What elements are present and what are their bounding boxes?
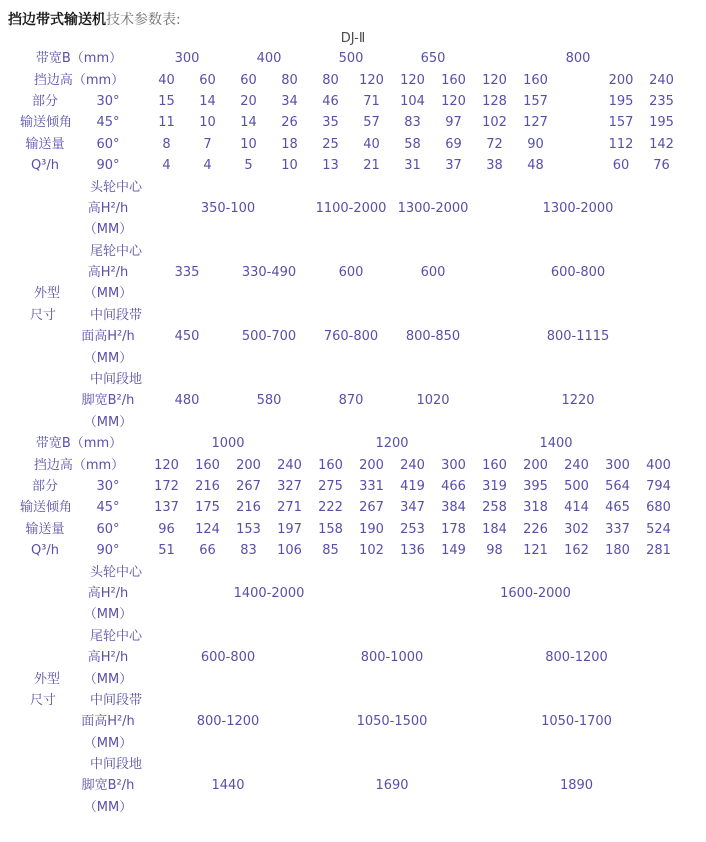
dim-value: 1020 [416,393,450,409]
value-cell: 58 [404,136,421,152]
value-cell: 57 [363,115,380,131]
value-cell: 149 [441,543,466,559]
value-cell: 180 [605,543,630,559]
row-label: 外型 [33,286,60,302]
dim-label: （MM） [83,350,133,366]
table-row [0,561,706,582]
table-row [0,262,706,283]
row-label: 尺寸 [29,692,56,708]
dim-label: （MM） [83,222,133,238]
value-cell: 26 [281,115,298,131]
value-cell: 142 [649,136,674,152]
value-cell: 102 [359,543,384,559]
dim-label: 高H²/h [87,585,129,601]
dim-value: 1050-1500 [356,714,428,730]
dim-value: 600 [420,265,446,281]
value-cell: 160 [523,72,548,88]
dim-label: （MM） [83,671,133,687]
value-cell: 216 [195,479,220,494]
value-cell: 465 [605,500,630,516]
value-cell: 40 [363,136,380,152]
value-cell: 395 [523,479,548,494]
dim-label: 高H²/h [87,265,129,281]
angle-label: 90° [96,158,120,174]
value-cell: 157 [608,115,634,131]
page-title-rest: 技术参数表: [106,12,181,28]
dim-label: （MM） [83,286,133,302]
value-cell: 253 [400,521,425,537]
table-row [0,476,706,497]
dim-value: 580 [256,393,282,409]
dim-value: 1300-2000 [542,200,614,216]
value-cell: 153 [236,521,261,537]
value-cell: 319 [482,479,507,494]
value-cell: 8 [162,136,171,152]
section-label: 头轮中心 [89,564,142,580]
value-cell: 66 [199,543,216,559]
spec-table-upper [0,48,706,433]
table-row [0,690,706,711]
value-cell: 267 [359,500,384,516]
table-row [0,219,706,240]
section-label: 头轮中心 [89,179,142,195]
row-label: 尺寸 [29,307,56,323]
value-cell: 137 [154,500,179,516]
dim-label: 面高H²/h [81,714,135,730]
dim-value: 800-1200 [196,714,260,730]
value-cell: 128 [482,93,507,109]
value-cell: 197 [277,521,302,537]
value-cell: 60 [612,158,630,174]
table-row [0,412,706,433]
dim-value: 600-800 [550,265,606,281]
dim-value: 800-1200 [545,650,608,666]
page-title-bold: 挡边带式输送机 [8,12,106,28]
value-cell: 258 [482,500,507,516]
value-cell: 102 [482,115,507,131]
section-label: 中间段地 [89,372,142,388]
dim-label: 高H²/h [87,650,129,666]
value-cell: 38 [486,158,503,174]
value-cell: 120 [359,72,384,88]
row-label: Q³/h [30,158,60,174]
value-cell: 14 [240,115,257,131]
value-cell: 37 [445,158,462,174]
value-cell: 72 [486,136,503,152]
dim-value: 480 [174,393,200,409]
value-cell: 184 [482,521,507,537]
value-cell: 60 [240,72,257,88]
value-cell: 267 [236,479,261,494]
value-cell: 331 [359,479,384,494]
angle-label: 60° [96,521,120,537]
value-cell: 400 [646,457,671,473]
dim-label: 面高H²/h [81,329,135,345]
dim-label: 脚宽B²/h [81,778,135,794]
table-row [0,241,706,262]
table-row [0,540,706,561]
dim-label: （MM） [83,799,133,815]
dim-label: （MM） [83,607,133,623]
col-header: 1000 [211,436,245,452]
value-cell: 162 [564,543,589,559]
value-cell: 200 [608,72,634,88]
value-cell: 195 [608,93,634,109]
row-label: 输送量 [25,521,65,537]
section-label: 中间段带 [89,307,142,323]
dim-value: 800-1115 [546,329,610,345]
dim-value: 330-490 [241,265,297,281]
page-title [8,12,706,28]
value-cell: 127 [523,115,548,131]
value-cell: 240 [400,457,425,473]
value-cell: 222 [318,500,343,516]
value-cell: 48 [527,158,544,174]
dim-label: （MM） [83,414,133,430]
row-label: 输送倾角 [20,115,73,131]
table-row [0,176,706,197]
dim-value: 760-800 [323,329,379,345]
value-cell: 240 [649,72,674,88]
table-row [0,433,706,454]
angle-label: 30° [96,479,120,494]
value-cell: 83 [404,115,421,131]
value-cell: 300 [441,457,466,473]
value-cell: 106 [277,543,302,559]
value-cell: 157 [523,93,548,109]
value-cell: 419 [400,479,425,494]
value-cell: 25 [322,136,339,152]
table-row [0,797,706,818]
value-cell: 40 [158,72,175,88]
row-label: 挡边高（mm） [33,457,125,473]
value-cell: 10 [240,136,257,152]
table-row [0,283,706,304]
col-header: 650 [420,51,446,67]
dim-value: 1690 [375,778,409,794]
dim-value: 1440 [211,778,245,794]
table-row [0,604,706,625]
value-cell: 15 [158,93,175,109]
value-cell: 112 [608,136,634,152]
col-header: 300 [174,51,200,67]
value-cell: 7 [203,136,212,152]
value-cell: 98 [486,543,503,559]
table-row [0,390,706,411]
dim-value: 1400-2000 [233,585,305,601]
dim-value: 450 [174,329,200,345]
value-cell: 124 [195,521,220,537]
value-cell: 10 [281,158,298,174]
value-cell: 4 [203,158,212,174]
value-cell: 90 [527,136,544,152]
section-label: 尾轮中心 [89,628,142,644]
dim-value: 1050-1700 [541,714,612,730]
table-row [0,134,706,155]
value-cell: 35 [322,115,339,131]
col-header: 400 [256,51,282,67]
value-cell: 500 [564,479,589,494]
value-cell: 466 [441,479,466,494]
table-row [0,198,706,219]
col-header: 500 [338,51,364,67]
value-cell: 160 [195,457,220,473]
value-cell: 564 [605,479,630,494]
value-cell: 71 [363,93,380,109]
section-label: 中间段地 [89,757,142,773]
value-cell: 96 [158,521,175,537]
value-cell: 69 [445,136,462,152]
value-cell: 18 [281,136,298,152]
row-label: 带宽B（mm） [35,51,123,67]
value-cell: 524 [646,521,671,537]
row-label: 部分 [31,479,58,494]
page [0,12,706,818]
value-cell: 200 [236,457,261,473]
value-cell: 83 [240,543,257,559]
value-cell: 347 [400,500,425,516]
value-cell: 120 [154,457,179,473]
value-cell: 318 [523,500,548,516]
dim-value: 600-800 [200,650,256,666]
value-cell: 10 [199,115,216,131]
value-cell: 13 [322,158,339,174]
value-cell: 5 [244,158,253,174]
table-row [0,626,706,647]
value-cell: 21 [363,158,380,174]
dim-label: 高H²/h [87,200,129,216]
value-cell: 240 [564,457,589,473]
row-label: Q³/h [30,543,60,559]
table-row [0,454,706,475]
table-row [0,69,706,90]
value-cell: 200 [523,457,548,473]
table-row [0,519,706,540]
value-cell: 120 [441,93,466,109]
dim-label: 脚宽B²/h [81,393,135,409]
table-row [0,91,706,112]
value-cell: 80 [322,72,339,88]
value-cell: 337 [605,521,630,537]
table-row [0,497,706,518]
value-cell: 120 [400,72,425,88]
dim-label: （MM） [83,735,133,751]
angle-label: 45° [96,500,120,516]
value-cell: 794 [646,479,671,494]
value-cell: 160 [482,457,507,473]
table-row [0,347,706,368]
table-row [0,647,706,668]
value-cell: 178 [441,521,466,537]
table-row [0,711,706,732]
table-row [0,775,706,796]
dim-value: 1600-2000 [500,585,571,601]
table-row [0,112,706,133]
dim-value: 800-850 [405,329,461,345]
table-row [0,326,706,347]
dim-value: 350-100 [200,200,256,216]
angle-label: 60° [96,136,120,152]
value-cell: 136 [400,543,425,559]
value-cell: 160 [441,72,466,88]
row-label: 部分 [31,93,58,109]
table-row [0,48,706,69]
value-cell: 384 [441,500,466,516]
value-cell: 97 [445,115,462,131]
value-cell: 34 [281,93,298,109]
value-cell: 120 [482,72,507,88]
row-label: 输送量 [25,136,65,152]
value-cell: 240 [277,457,302,473]
spec-table-lower [0,433,706,818]
value-cell: 216 [236,500,261,516]
section-label: 尾轮中心 [89,243,142,259]
dim-value: 600 [338,265,364,281]
table-row [0,155,706,176]
table-row [0,305,706,326]
table-row [0,668,706,689]
value-cell: 271 [277,500,302,516]
value-cell: 414 [564,500,589,516]
value-cell: 195 [649,115,674,131]
value-cell: 80 [281,72,298,88]
row-label: 外型 [33,671,60,687]
value-cell: 226 [523,521,548,537]
dim-value: 1300-2000 [397,200,469,216]
value-cell: 104 [400,93,425,109]
value-cell: 275 [318,479,343,494]
value-cell: 327 [277,479,302,494]
table-row [0,754,706,775]
dim-value: 335 [174,265,200,281]
col-header: 1400 [539,436,573,452]
angle-label: 90° [96,543,120,559]
dim-value: 1220 [561,393,595,409]
value-cell: 11 [158,115,175,131]
value-cell: 190 [359,521,384,537]
value-cell: 300 [605,457,630,473]
dim-value: 870 [338,393,364,409]
value-cell: 200 [359,457,384,473]
value-cell: 51 [158,543,175,559]
value-cell: 158 [318,521,343,537]
dim-value: 800-1000 [360,650,424,666]
col-header: 1200 [375,436,409,452]
dim-value: 500-700 [241,329,297,345]
value-cell: 4 [162,158,171,174]
table-row [0,583,706,604]
value-cell: 14 [199,93,216,109]
angle-label: 30° [96,93,120,109]
row-label: 带宽B（mm） [35,436,123,452]
dim-value: 1100-2000 [315,200,387,216]
value-cell: 160 [318,457,343,473]
row-label: 挡边高（mm） [33,72,125,88]
dim-value: 1890 [559,778,594,794]
value-cell: 172 [154,479,179,494]
value-cell: 20 [240,93,257,109]
table-row [0,369,706,390]
value-cell: 281 [646,543,671,559]
value-cell: 121 [523,543,548,559]
value-cell: 46 [322,93,339,109]
section-label: 中间段带 [89,692,142,708]
angle-label: 45° [96,115,120,131]
col-header: 800 [565,51,591,67]
value-cell: 31 [404,158,421,174]
value-cell: 680 [646,500,671,516]
value-cell: 235 [649,93,674,109]
value-cell: 76 [653,158,670,174]
value-cell: 60 [199,72,216,88]
value-cell: 302 [564,521,589,537]
value-cell: 175 [195,500,220,516]
model-header: DJ-Ⅱ [340,31,366,46]
row-label: 输送倾角 [20,500,73,516]
table-row [0,733,706,754]
value-cell: 85 [322,543,339,559]
